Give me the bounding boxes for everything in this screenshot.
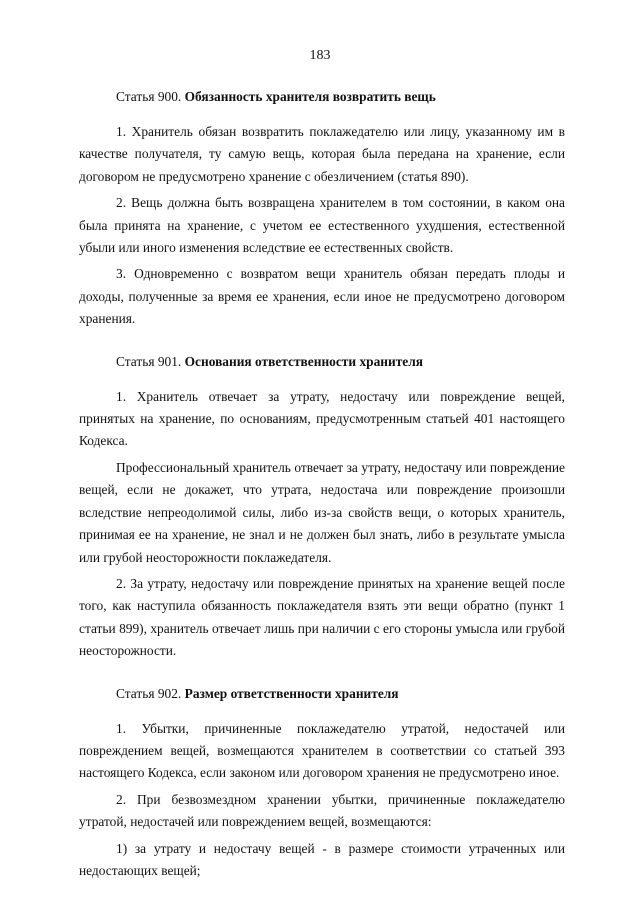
article-902 (79, 685, 565, 883)
page-number: 183 (309, 48, 331, 63)
article-heading (116, 88, 565, 106)
article-paragraph: 1) за утрату и недостачу вещей - в размере стоимости утраченных или недостающих вещей; (79, 840, 565, 878)
article-title: Размер ответственности хранителя (184, 685, 399, 701)
article-paragraph: 2. За утрату, недостачу или повреждение принятых на хранение вещей после того, как наступила обязанность поклажедателя взять эти вещи обратно (пункт 1 статьи 899), хранитель отвечает лишь при наличии с его стороны умысла или грубой неосторожности. (79, 575, 565, 659)
article-paragraph: 2. При безвозмездном хранении убытки, причиненные поклажедателю утратой, недостачей или повреждением вещей, возмещаются: (79, 791, 565, 830)
article-901 (79, 353, 565, 663)
article-900 (79, 88, 565, 331)
article-paragraph: 3. Одновременно с возвратом вещи хранитель обязан передать плоды и доходы, полученные за время ее хранения, если иное не предусмотрено договором хранения. (79, 266, 565, 327)
article-number: Статья 900. (116, 89, 182, 104)
article-paragraph: 1. Хранитель обязан возвратить поклажедателю или лицу, указанному им в качестве получателя, ту самую вещь, которая была передана на хранение, если договором не предусмотрено хранение с обезличением (статья 890). (79, 124, 565, 184)
article-paragraph: Профессиональный хранитель отвечает за утрату, недостачу или повреждение вещей, если не докажет, что утрата, недостача или повреждение произошли вследствие непреодолимой силы, либо из-за свойств вещи, о которых хранитель, принимая ее на хранение, не знал и не должен был знать, либо в результате умысла или грубой неосторожности поклажедателя. (79, 459, 565, 565)
article-title: Обязанность хранителя возвратить вещь (184, 89, 436, 104)
article-heading (116, 685, 565, 703)
article-heading (116, 353, 565, 371)
article-title: Основания ответственности хранителя (184, 353, 423, 369)
article-paragraph: 1. Убытки, причиненные поклажедателю утратой, недостачей или повреждением вещей, возмещаются хранителем в соответствии со статьей 393 настоящего Кодекса, если законом или договором хранения не предусмотрено иное. (79, 720, 565, 781)
article-number: Статья 901. (116, 353, 182, 369)
article-paragraph: 1. Хранитель отвечает за утрату, недостачу или повреждение вещей, принятых на хранение, по основаниям, предусмотренным статьей 401 настоящего Кодекса. (79, 388, 565, 449)
article-number: Статья 902. (116, 685, 182, 701)
article-paragraph: 2. Вещь должна быть возвращена хранителем в том состоянии, в каком она была принята на хранение, с учетом ее естественного ухудшения, естественной убыли или иного изменения вследствие ее естественных свойств. (79, 195, 565, 256)
page-content (79, 88, 565, 882)
